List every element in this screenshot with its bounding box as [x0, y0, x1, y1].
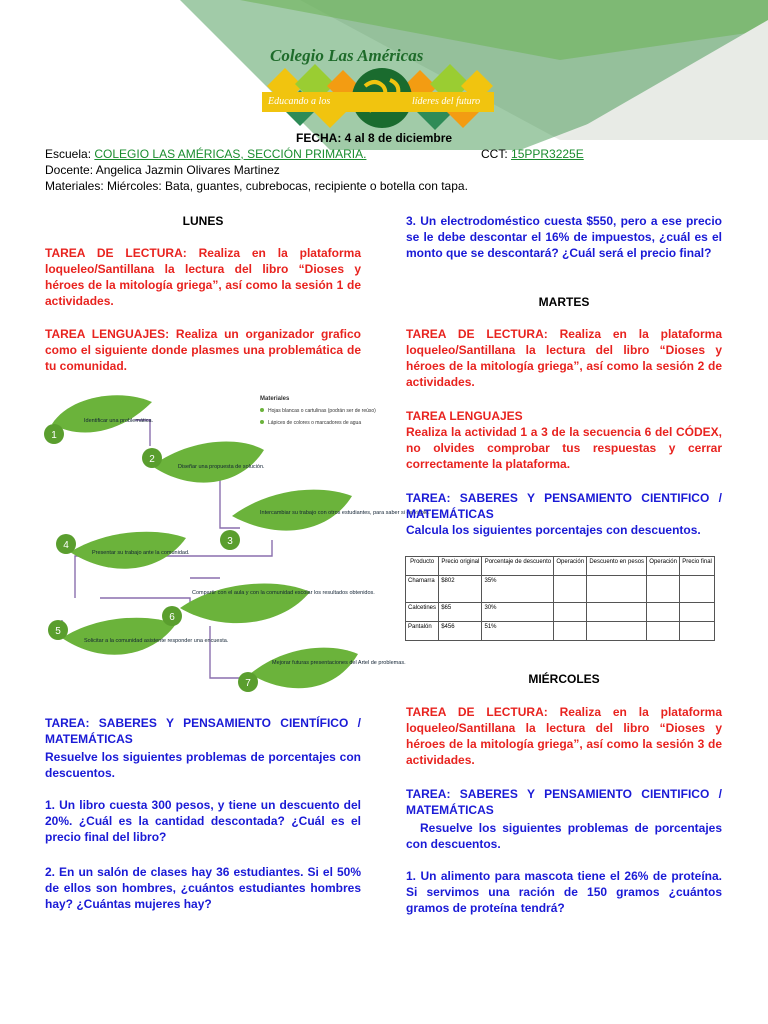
wednesday-heading: MIÉRCOLES	[528, 672, 600, 686]
date-heading: FECHA: 4 al 8 de diciembre	[296, 131, 453, 145]
svg-text:Solicitar a la comunidad asist: Solicitar a la comunidad asistente responder una encuesta.	[84, 638, 229, 644]
svg-text:6: 6	[169, 612, 175, 623]
svg-text:Hojas blancas o cartulinas (po: Hojas blancas o cartulinas (podrán ser de reúso)	[268, 408, 376, 414]
leaf-6	[162, 584, 375, 626]
organizer-materials	[260, 396, 376, 426]
table-header-row: Producto Precio original Porcentaje de descuento Operación Descuento en pesos Operación Precio final	[406, 557, 715, 576]
school-line: Escuela: COLEGIO LAS AMÉRICAS, SECCIÓN PRIMARIA.	[45, 147, 367, 161]
monday-math-title: TAREA: SABERES Y PENSAMIENTO CIENTÍFICO / MATEMÁTICAS	[45, 716, 361, 746]
school-slogan	[262, 92, 494, 112]
wednesday-reading-task: TAREA DE LECTURA: Realiza en la plataforma loqueleo/Santillana la lectura del libro “Dioses y héroes de la mitología griega”, así como la sesión 3 de actividades.	[406, 705, 722, 767]
wednesday-math-body: Resuelve los siguientes problemas de porcentajes con descuentos.	[406, 821, 722, 851]
tuesday-language-body: Realiza la actividad 1 a 3 de la secuencia 6 del CÓDEX, no olvides comprobar tus respuestas y cerrar correctamente la plataforma.	[406, 425, 722, 471]
cct-link[interactable]: 15PPR3225E	[511, 147, 584, 161]
monday-reading-task: TAREA DE LECTURA: Realiza en la plataforma loqueleo/Santillana la lectura del libro “Dioses y héroes de la mitología griega”, así como la sesión 1 de actividades.	[45, 246, 361, 308]
svg-text:Mejorar futuras presentaciones: Mejorar futuras presentaciones del Artel de problemas.	[272, 660, 406, 666]
tuesday-language-title: TAREA LENGUAJES	[406, 409, 523, 423]
monday-language-task: TAREA LENGUAJES: Realiza un organizador grafico como el siguiente donde plasmes una problemática de tu comunidad.	[45, 327, 361, 373]
school-link[interactable]: COLEGIO LAS AMÉRICAS, SECCIÓN PRIMARIA.	[94, 147, 367, 161]
slogan-left: Educando a los	[268, 96, 331, 107]
svg-text:4: 4	[63, 540, 69, 551]
table-row: Pantalón $456 51%	[406, 622, 715, 641]
svg-text:3: 3	[227, 536, 233, 547]
wednesday-math-title: TAREA: SABERES Y PENSAMIENTO CIENTIFICO / MATEMÁTICAS	[406, 787, 722, 817]
school-name: Colegio Las Américas	[270, 46, 424, 65]
cct-line: CCT: 15PPR3225E	[481, 147, 584, 161]
tuesday-reading-task: TAREA DE LECTURA: Realiza en la plataforma loqueleo/Santillana la lectura del libro “Dioses y héroes de la mitología griega”, así como la sesión 2 de actividades.	[406, 327, 722, 389]
svg-text:5: 5	[55, 626, 61, 637]
tuesday-heading: MARTES	[538, 295, 590, 309]
svg-text:Intercambiar su trabajo con ot: Intercambiar su trabajo con otros estudiantes, para saber si es viable.	[260, 510, 430, 516]
tuesday-math-body: Calcula los siguientes porcentajes con descuentos.	[406, 523, 701, 537]
monday-heading: LUNES	[182, 214, 224, 228]
svg-text:Materiales: Materiales	[260, 396, 290, 402]
problem-4: 1. Un alimento para mascota tiene el 26% de proteína. Si servimos una ración de 150 gramos ¿cuántos gramos de proteína tendrá?	[406, 869, 722, 915]
leaf-4	[56, 532, 190, 569]
tuesday-math-title: TAREA: SABERES Y PENSAMIENTO CIENTIFICO / MATEMÁTICAS	[406, 491, 722, 521]
table-row: Calcetines $65 30%	[406, 603, 715, 622]
table-row: Chamarra $802 35%	[406, 576, 715, 603]
discount-table	[405, 556, 715, 641]
slogan-right: líderes del futuro	[412, 96, 481, 107]
problem-3: 3. Un electrodoméstico cuesta $550, pero a ese precio se le debe descontar el 16% de impuestos, ¿cuál es el monto que se descontará? ¿Cuál será el precio final?	[406, 214, 722, 260]
svg-text:2: 2	[149, 454, 155, 465]
organizer-diagram	[40, 388, 430, 700]
svg-text:Compartir con el aula y con la: Compartir con el aula y con la comunidad escolar los resultados obtenidos.	[192, 590, 375, 596]
leaf-2	[142, 442, 265, 483]
svg-text:Diseñar una propuesta de soluc: Diseñar una propuesta de solución.	[178, 464, 265, 470]
svg-text:1: 1	[51, 430, 57, 441]
svg-text:7: 7	[245, 678, 251, 689]
leaf-1	[44, 395, 154, 444]
teacher-line: Docente: Angelica Jazmin Olivares Martinez	[45, 163, 280, 177]
leaf-5	[48, 618, 229, 655]
svg-text:Presentar su trabajo ante la c: Presentar su trabajo ante la comunidad.	[92, 550, 190, 556]
svg-text:Lápices de colores o marcadore: Lápices de colores o marcadores de agua	[268, 420, 362, 426]
problem-2: 2. En un salón de clases hay 36 estudiantes. Si el 50% de ellos son hombres, ¿cuántos estudiantes hombres hay? ¿Cuántas mujeres hay?	[45, 865, 361, 911]
materials-line: Materiales: Miércoles: Bata, guantes, cubrebocas, recipiente o botella con tapa.	[45, 179, 468, 193]
problem-1: 1. Un libro cuesta 300 pesos, y tiene un descuento del 20%. ¿Cuál es la cantidad descontada? ¿Cuál es el precio final del libro?	[45, 798, 361, 844]
step-1-text: Identificar una problemática.	[84, 418, 154, 424]
monday-math-body: Resuelve los siguientes problemas de porcentajes con descuentos.	[45, 750, 361, 780]
